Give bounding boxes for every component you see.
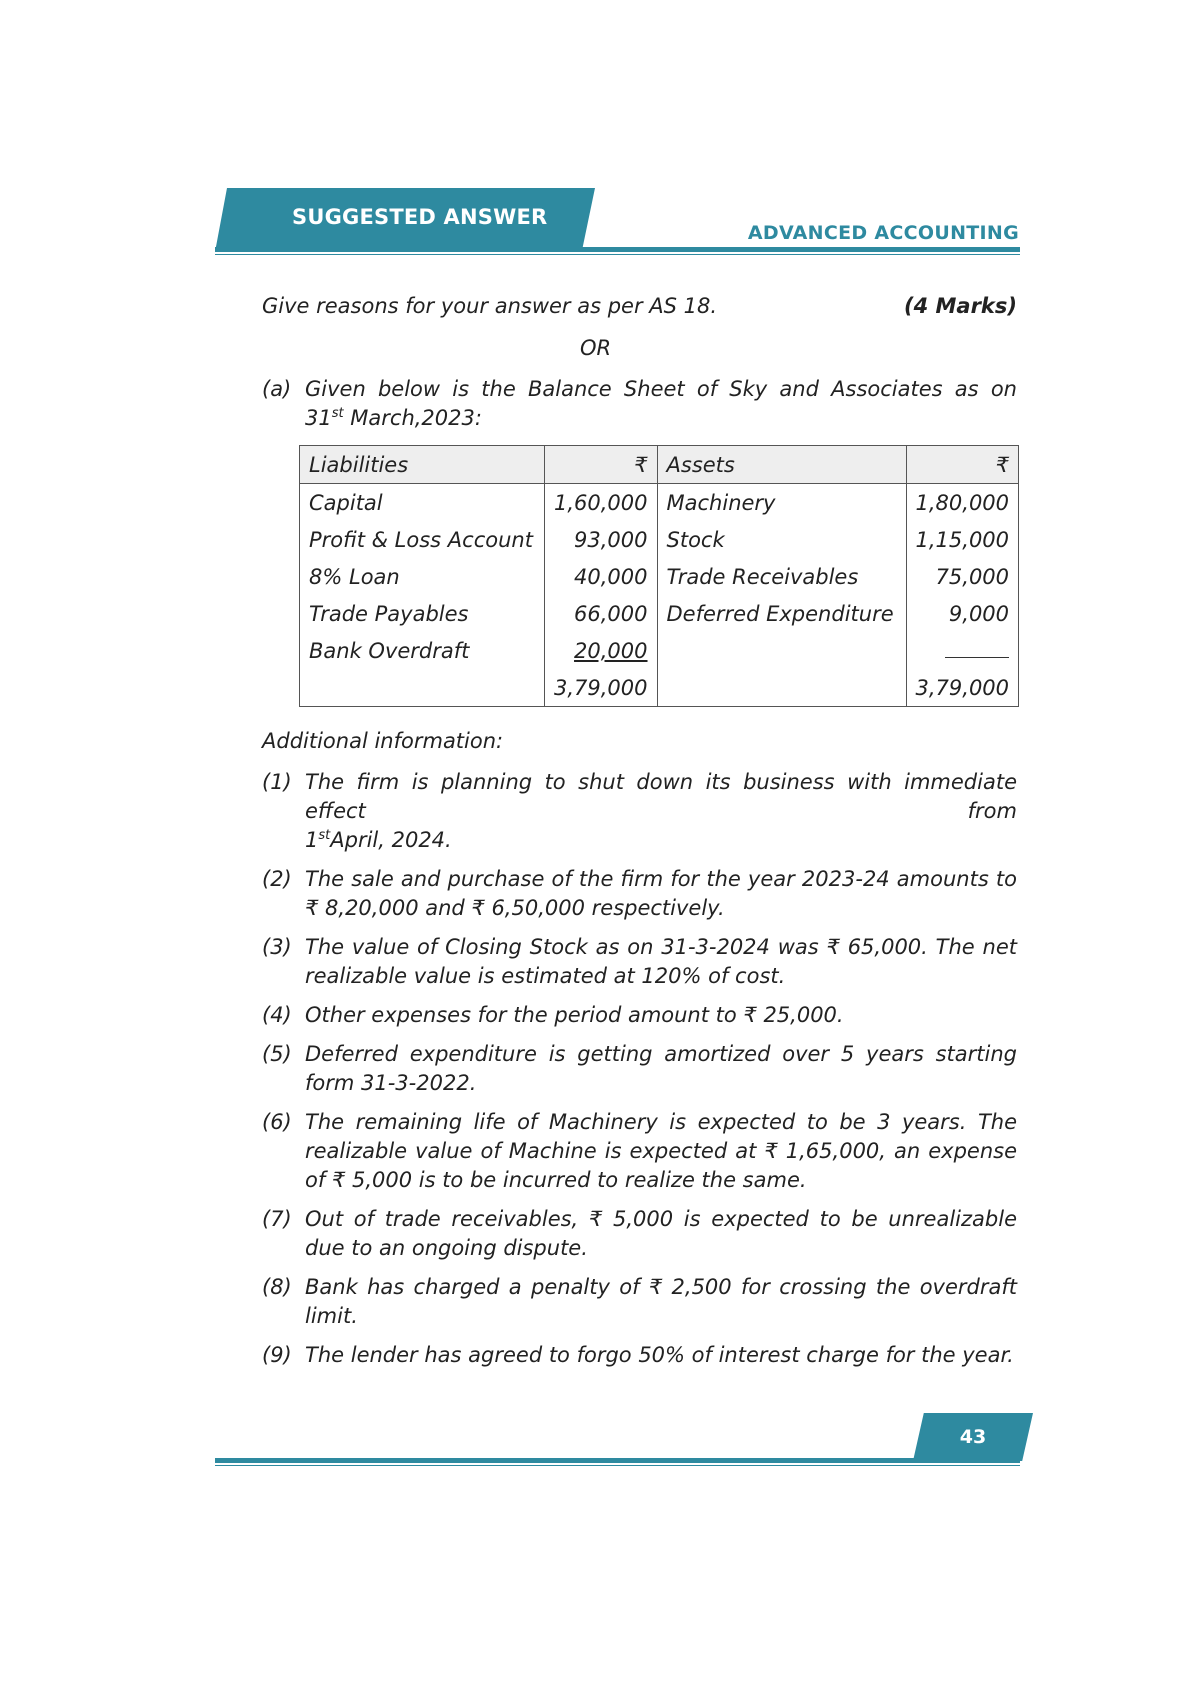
item-text-line2 [305, 826, 1017, 855]
list-item [262, 933, 1017, 991]
header-rule-thin [215, 254, 1020, 255]
header-currency: ₹ [906, 446, 1019, 484]
header-liabilities: Liabilities [300, 446, 545, 484]
cell: Profit & Loss Account [300, 521, 545, 558]
question-date [305, 404, 1017, 433]
list-item [262, 1341, 1017, 1370]
cell [657, 632, 906, 669]
cell: 1,80,000 [906, 484, 1019, 522]
table-row [300, 484, 1019, 522]
cell: Capital [300, 484, 545, 522]
list-item [262, 1273, 1017, 1331]
table-header-row [300, 446, 1019, 484]
table-row [300, 595, 1019, 632]
cell: 1,15,000 [906, 521, 1019, 558]
cell: 93,000 [545, 521, 658, 558]
cell [300, 669, 545, 707]
header-tab-label: SUGGESTED ANSWER [292, 205, 548, 229]
cell: Deferred Expenditure [657, 595, 906, 632]
list-item [262, 1040, 1017, 1098]
item-number: (1) [262, 770, 292, 794]
cell: 66,000 [545, 595, 658, 632]
or-separator: OR [579, 336, 612, 360]
cell: 1,60,000 [545, 484, 658, 522]
item-number: (9) [262, 1343, 292, 1367]
cell: Trade Receivables [657, 558, 906, 595]
list-item [262, 1001, 1017, 1030]
info-list [262, 768, 1017, 1380]
item-number: (6) [262, 1110, 292, 1134]
additional-info-label: Additional information: [262, 729, 504, 753]
marks-label: (4 Marks) [903, 294, 1017, 318]
underlined-value: 20,000 [574, 638, 648, 663]
item-number: (4) [262, 1003, 292, 1027]
item-number: (3) [262, 935, 292, 959]
item-text: Bank has charged a penalty of ₹ 2,500 for crossing the overdraft limit. [305, 1275, 1017, 1328]
item-text: The sale and purchase of the firm for the year 2023-24 amounts to ₹ 8,20,000 and ₹ 6,50,000 respectively. [305, 867, 1017, 920]
cell: Trade Payables [300, 595, 545, 632]
question-number: (a) [262, 377, 292, 401]
subject-title: ADVANCED ACCOUNTING [747, 222, 1019, 244]
item-number: (8) [262, 1275, 292, 1299]
list-item [262, 768, 1017, 855]
item-number: (5) [262, 1042, 292, 1066]
total-assets: 3,79,000 [906, 669, 1019, 707]
list-item [262, 1108, 1017, 1195]
footer-rule-thin [215, 1465, 1020, 1466]
item-text: Other expenses for the period amount to ₹ 25,000. [305, 1003, 844, 1027]
header-rule [215, 247, 1020, 252]
item-text: The lender has agreed to forgo 50% of interest charge for the year. [305, 1343, 1014, 1367]
cell: 75,000 [906, 558, 1019, 595]
cell [545, 632, 658, 669]
question-date-rest: March,2023: [343, 406, 482, 430]
item-text: The remaining life of Machinery is expected to be 3 years. The realizable value of Machine is expected at ₹ 1,65,000, an expense of ₹ 5,000 is to be incurred to realize the same. [305, 1110, 1017, 1192]
item-number: (7) [262, 1207, 292, 1231]
cell: 9,000 [906, 595, 1019, 632]
list-item [262, 1205, 1017, 1263]
table-row [300, 632, 1019, 669]
cell: Bank Overdraft [300, 632, 545, 669]
cell [657, 669, 906, 707]
item-number: (2) [262, 867, 292, 891]
item-text: Out of trade receivables, ₹ 5,000 is expected to be unrealizable due to an ongoing dispute. [305, 1207, 1017, 1260]
cell: 8% Loan [300, 558, 545, 595]
list-item [262, 865, 1017, 923]
intro-line [262, 292, 1017, 321]
header-currency: ₹ [545, 446, 658, 484]
question-date-sup: st [331, 406, 344, 421]
balance-sheet-table [299, 445, 1019, 707]
item-date-rest: April, 2024. [330, 828, 452, 852]
cell: 40,000 [545, 558, 658, 595]
total-rule [945, 643, 1009, 658]
total-liabilities: 3,79,000 [545, 669, 658, 707]
table-total-row [300, 669, 1019, 707]
page-number: 43 [959, 1426, 987, 1448]
cell: Stock [657, 521, 906, 558]
header-assets: Assets [657, 446, 906, 484]
intro-text: Give reasons for your answer as per AS 18. [262, 294, 718, 318]
question-text: Given below is the Balance Sheet of Sky and Associates as on [305, 377, 1017, 401]
table-row [300, 521, 1019, 558]
footer-rule [215, 1458, 1020, 1463]
question-a [262, 375, 1017, 433]
question-date-day: 31 [305, 406, 332, 430]
table-row [300, 558, 1019, 595]
item-text: The firm is planning to shut down its business with immediate effect from [305, 770, 1017, 823]
cell [906, 632, 1019, 669]
item-date-sup: st [318, 828, 331, 843]
item-text: Deferred expenditure is getting amortized over 5 years starting form 31-3-2022. [305, 1042, 1017, 1095]
item-text: The value of Closing Stock as on 31-3-2024 was ₹ 65,000. The net realizable value is estimated at 120% of cost. [305, 935, 1017, 988]
cell: Machinery [657, 484, 906, 522]
item-date-day: 1 [305, 828, 319, 852]
